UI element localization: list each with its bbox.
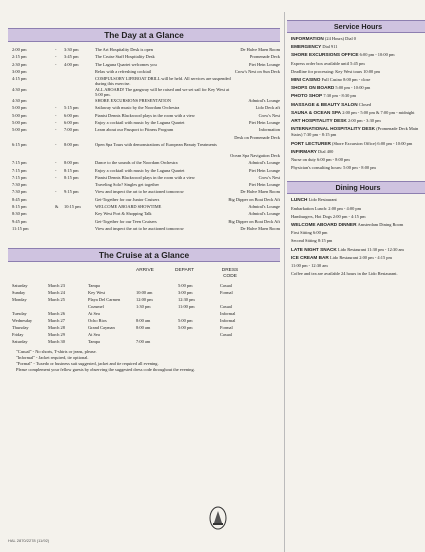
schedule-row <box>8 119 280 126</box>
dining-hours-heading: Dining Hours <box>287 181 425 194</box>
event-location: Admiral's Lounge <box>248 211 280 217</box>
arrive-header: ARRIVE <box>136 268 154 274</box>
dining-item <box>291 271 425 277</box>
service-item <box>291 69 425 75</box>
event-description: The Laguna Quartet welcomes you <box>95 61 157 67</box>
itinerary-row <box>8 338 280 345</box>
event-location: De Halve Maen Room <box>240 225 280 231</box>
event-location: Piet Hein Lounge <box>249 167 280 173</box>
service-hours-list <box>287 36 425 171</box>
itinerary-day: Sunday <box>12 290 26 296</box>
dining-item-hours: Lido Restaurant 2:00 pm - 4:15 pm <box>329 254 392 260</box>
itinerary-dress: Casual <box>220 283 232 289</box>
time-separator: - <box>55 54 57 60</box>
service-item-hours: Full Casino 8:00 pm - close <box>321 77 371 83</box>
schedule-row <box>8 218 280 225</box>
service-item <box>291 141 425 147</box>
event-description: Key West Port & Shopping Talk <box>95 211 152 217</box>
start-time: 2:15 pm <box>12 54 27 60</box>
event-location: Admiral's Lounge <box>248 204 280 210</box>
event-location: Crow's Nest <box>258 112 280 118</box>
time-separator: - <box>55 141 57 147</box>
itinerary-row <box>8 331 280 338</box>
itinerary-port: Cozumel <box>88 304 104 310</box>
end-time: 5:15 pm <box>64 105 79 111</box>
schedule-row <box>8 174 280 181</box>
itinerary-row <box>8 303 280 310</box>
dining-item <box>291 206 425 212</box>
end-time: 6:00 pm <box>64 120 79 126</box>
itinerary-depart: 11:00 pm <box>178 304 195 310</box>
service-item-hours: Physician's consulting hours: 5:00 pm - 8:00 pm <box>291 165 376 171</box>
itinerary-date: March 23 <box>48 283 65 289</box>
service-item <box>291 149 425 155</box>
itinerary-dress: Informal <box>220 311 236 317</box>
end-time: 8:00 pm <box>64 160 79 166</box>
start-time: 8:30 pm <box>12 211 27 217</box>
itinerary-port: Ocho Rios <box>88 318 107 324</box>
schedule-row <box>8 141 280 152</box>
schedule-row <box>8 53 280 60</box>
start-time: 4:30 pm <box>12 98 27 104</box>
service-item-hours: 7:30 pm - 8:30 pm <box>323 93 357 99</box>
dining-item <box>291 214 425 220</box>
start-time: 4:15 pm <box>12 76 27 82</box>
service-item-hours: Deadline for processing: Key West tours 10:00 pm <box>291 68 380 74</box>
event-location: Crow's Nest <box>258 174 280 180</box>
itinerary-port: At Sea <box>88 332 100 338</box>
event-location: De Halve Maen Room <box>240 47 280 52</box>
dining-item <box>291 238 425 244</box>
service-item <box>291 93 425 99</box>
start-time: 5:00 pm <box>12 120 27 126</box>
dining-item-hours: Lido Restaurant 11:30 pm - 12:30 am <box>337 246 404 252</box>
time-separator: - <box>55 120 57 126</box>
start-time: 11:15 pm <box>12 225 29 231</box>
dining-item <box>291 230 425 236</box>
time-separator: - <box>55 105 57 111</box>
service-item-hours: 2:00 pm - 5:00 pm & 7:00 pm - midnight <box>342 109 415 115</box>
service-item <box>291 36 425 42</box>
dining-item-hours: Lido Restaurant <box>308 197 337 203</box>
start-time: 7:15 pm <box>12 174 27 180</box>
itinerary-dress: Formal <box>220 325 233 331</box>
schedule-row <box>8 152 280 159</box>
service-item-title: SHOPS ON BOARD <box>291 85 335 91</box>
schedule-row <box>8 46 280 53</box>
time-separator: - <box>55 189 57 195</box>
itinerary-date: March 28 <box>48 325 65 331</box>
time-separator: - <box>55 61 57 67</box>
itinerary-date: March 29 <box>48 332 65 338</box>
service-item-hours: (Promenade Deck Main Stairs) 7:30 pm - 8:15 pm <box>291 126 419 138</box>
left-column <box>8 12 280 373</box>
itinerary-dress: Informal <box>220 318 236 324</box>
end-time: 8:00 pm <box>64 141 79 147</box>
end-time: 8:15 pm <box>64 174 79 180</box>
itinerary-day: Wednesday <box>12 318 33 324</box>
day-at-a-glance-heading: The Day at a Glance <box>8 28 280 42</box>
time-separator: - <box>55 167 57 173</box>
event-description: Dance to the sounds of the Noordam Orchestra <box>95 160 178 166</box>
itinerary-row <box>8 296 280 303</box>
event-location: De Halve Maen Room <box>240 189 280 195</box>
start-time: 3:00 pm <box>12 68 27 74</box>
schedule-row <box>8 68 280 75</box>
dress-code-note: "Casual" - No shorts, T-shirts or jeans, please. <box>16 349 97 355</box>
service-item <box>291 102 425 108</box>
service-item-title: SAUNA & OCEAN SPA <box>291 109 342 115</box>
end-time: 3:45 pm <box>64 54 79 60</box>
service-item-title: INFORMATION <box>291 36 324 41</box>
dining-hours-list <box>287 197 425 277</box>
event-description: View and inspect the art to be auctioned tomorrow <box>95 225 184 231</box>
itinerary-depart: 12:30 pm <box>178 297 195 303</box>
service-item-title: PORT LECTURER <box>291 140 331 146</box>
service-item-hours: 5:00 pm - 10:00 pm <box>335 85 371 91</box>
itinerary-port: Key West <box>88 290 106 296</box>
event-description: Enjoy a cocktail with music by the Laguna Quartet <box>95 120 185 126</box>
start-time: 6:15 pm <box>12 141 27 147</box>
start-time: 2:30 pm <box>12 61 27 67</box>
start-time: 5:00 pm <box>12 105 27 111</box>
service-item <box>291 118 425 124</box>
schedule-row <box>8 61 280 68</box>
itinerary-depart: 5:00 pm <box>178 283 193 289</box>
itinerary-arrive: 7:00 am <box>136 339 151 345</box>
dining-item-title: LUNCH <box>291 197 308 203</box>
program-page <box>8 12 418 540</box>
dress-code-note: Please complement your fellow guests by observing the suggested dress code throughout the evening. <box>16 367 195 373</box>
dress-code-notes <box>8 349 280 373</box>
dress-code-header: DRESS CODE <box>221 268 239 280</box>
event-description: ALL ABOARD! The gangway will be raised and we set sail for Key West at 5:00 pm. <box>95 87 230 98</box>
right-column <box>287 20 425 279</box>
itinerary-day: Monday <box>12 297 27 303</box>
event-location: Piet Hein Lounge <box>249 120 280 126</box>
itinerary-dress: Casual <box>220 304 232 310</box>
event-description: WELCOME ABOARD SHOWTIME <box>95 204 162 210</box>
service-item <box>291 85 425 91</box>
event-location: Promenade Deck <box>249 54 280 60</box>
service-item-hours: (Shore Excursion Office) 6:00 pm - 10:00 pm <box>332 140 413 146</box>
service-item <box>291 126 425 138</box>
service-item-title: ART HOSPITALITY DESK <box>291 118 347 124</box>
schedule-row <box>8 134 280 141</box>
start-time: 5:00 pm <box>12 127 27 133</box>
itinerary-dress: Casual <box>220 332 232 338</box>
form-number: HAL 2870/2278 (11/92) <box>8 538 50 543</box>
dining-item-hours: Embarkation Lunch: 2:00 pm - 4:00 pm <box>291 205 361 211</box>
itinerary-port: Tampa <box>88 283 100 289</box>
event-location: Piet Hein Lounge <box>249 182 280 188</box>
itinerary-arrive: 10:00 am <box>136 290 153 296</box>
event-description: Learn about our Passport to Fitness Program <box>95 127 174 133</box>
time-separator: - <box>55 174 57 180</box>
event-location: Information <box>259 127 280 133</box>
schedule-row <box>8 159 280 166</box>
event-description: The Art Hospitality Desk is open <box>95 47 153 52</box>
itinerary-arrive: 1:30 pm <box>136 304 151 310</box>
itinerary-day: Tuesday <box>12 311 27 317</box>
service-item-title: INFIRMARY <box>291 148 317 154</box>
itinerary-port: Grand Cayman <box>88 325 115 331</box>
schedule-row <box>8 188 280 195</box>
event-description: Pianist Dennis Blackwood plays in the room with a view <box>95 112 195 118</box>
itinerary-arrive: 12:00 pm <box>136 297 153 303</box>
itinerary-depart: 5:00 pm <box>178 325 193 331</box>
service-item-hours: Nurse on duty 6:00 pm - 8:00 pm <box>291 157 350 163</box>
service-item-title: PHOTO SHOP <box>291 93 323 99</box>
service-item-title: EMERGENCY <box>291 44 322 50</box>
cruise-at-a-glance-heading: The Cruise at a Glance <box>8 248 280 262</box>
time-separator: - <box>55 160 57 166</box>
itinerary-date: March 24 <box>48 290 65 296</box>
time-separator: - <box>55 127 57 133</box>
schedule-row <box>8 203 280 210</box>
end-time: 6:00 pm <box>64 112 79 118</box>
itinerary-date: March 25 <box>48 297 65 303</box>
dress-code-note: "Informal" - Jacket required, tie optional. <box>16 355 89 361</box>
schedule-row <box>8 167 280 174</box>
schedule-row <box>8 210 280 217</box>
service-item <box>291 110 425 116</box>
dining-item <box>291 247 425 253</box>
itinerary-row <box>8 324 280 331</box>
dining-item-hours: 11:00 pm - 12:30 am <box>291 263 328 269</box>
service-item <box>291 157 425 163</box>
service-item <box>291 61 425 67</box>
dining-item <box>291 197 425 203</box>
itinerary-depart: 3:00 pm <box>178 290 193 296</box>
event-description: The Cruise Staff Hospitality Desk <box>95 54 155 60</box>
service-item <box>291 77 425 83</box>
service-item <box>291 44 425 50</box>
itinerary-date: March 27 <box>48 318 65 324</box>
schedule-row <box>8 112 280 119</box>
itinerary-dress: Formal <box>220 290 233 296</box>
time-separator: & <box>55 204 59 210</box>
start-time: 7:15 pm <box>12 160 27 166</box>
dining-item-title: WELCOME ABOARD DINNER <box>291 222 357 228</box>
itinerary-row <box>8 289 280 296</box>
event-description: Get-Together for our Teen Cruisers <box>95 218 157 224</box>
schedule-row <box>8 196 280 203</box>
service-item-title: MASSAGE & BEAUTY SALON <box>291 101 358 107</box>
dining-item-hours: Second Sitting 8:15 pm <box>291 238 333 244</box>
dining-item-hours: Hamburgers, Hot Dogs 2:00 pm - 4:15 pm <box>291 213 366 219</box>
end-time: 10:15 pm <box>64 204 81 210</box>
event-location: Crow's Nest on Sun Deck <box>234 68 280 74</box>
event-description: View and inspect the art to be auctioned tomorrow <box>95 189 184 195</box>
itinerary-date: March 26 <box>48 311 65 317</box>
dining-item-title: LATE NIGHT SNACK <box>291 246 337 252</box>
schedule-row <box>8 181 280 188</box>
dining-item-title: ICE CREAM BAR <box>291 254 329 260</box>
schedule-row <box>8 97 280 104</box>
dining-item <box>291 222 425 228</box>
itinerary-port: Playa Del Carmen <box>88 297 121 303</box>
end-time: 7:00 pm <box>64 127 79 133</box>
service-item <box>291 52 425 58</box>
start-time: 2:00 pm <box>12 47 27 52</box>
end-time: 4:00 pm <box>64 61 79 67</box>
time-separator: - <box>55 112 57 118</box>
itinerary-port: At Sea <box>88 311 100 317</box>
event-description: Traveling Solo? Singles get together <box>95 182 159 188</box>
itinerary-arrive: 8:00 am <box>136 325 151 331</box>
itinerary-port: Tampa <box>88 339 100 345</box>
itinerary-row <box>8 317 280 324</box>
glance-header-row <box>8 266 280 282</box>
event-description: COMPULSORY LIFEBOAT DRILL will be held. All services are suspended during this exercise. <box>95 76 231 87</box>
itinerary-row <box>8 310 280 317</box>
event-description: Enjoy a cocktail with music by the Laguna Quartet <box>95 167 185 173</box>
schedule-row <box>8 104 280 111</box>
event-location: Desk on Promenade Deck <box>234 134 280 140</box>
start-time: 7:30 pm <box>12 182 27 188</box>
start-time: 8:15 pm <box>12 204 27 210</box>
itinerary-day: Thursday <box>12 325 29 331</box>
event-location: Lido Deck aft <box>255 105 280 111</box>
event-description: Pianist Dennis Blackwood plays in the room with a view <box>95 174 195 180</box>
start-time: 8:45 pm <box>12 196 27 202</box>
start-time: 9:45 pm <box>12 218 27 224</box>
service-item-title: SHORE EXCURSIONS OFFICE <box>291 52 359 58</box>
start-time: 7:30 pm <box>12 189 27 195</box>
start-time: 7:15 pm <box>12 167 27 173</box>
schedule-row <box>8 225 280 232</box>
service-item-hours: 2:00 pm - 3:30 pm <box>348 118 381 124</box>
event-description: Open Spa Tours with demonstrations of European Beauty Treatments <box>95 141 217 147</box>
event-description: Relax with a refreshing cocktail <box>95 68 152 74</box>
end-time: 3:30 pm <box>64 47 79 52</box>
service-item-hours: Dial 911 <box>322 44 338 50</box>
itinerary-date: March 30 <box>48 339 65 345</box>
start-time: 5:00 pm <box>12 112 27 118</box>
schedule-row <box>8 75 280 86</box>
service-item-hours: Closed <box>358 101 371 107</box>
dining-item-hours: First Sitting 6:00 pm <box>291 230 328 236</box>
schedule-list <box>8 46 280 232</box>
itinerary-arrive: 8:00 am <box>136 318 151 324</box>
end-time: 9:15 pm <box>64 189 79 195</box>
event-location: Ocean Spa Navigation Deck <box>230 152 280 158</box>
event-location: Big Dipper on Boat Deck Aft <box>228 196 280 202</box>
dining-item-hours: Amsterdam Dining Room <box>357 222 404 228</box>
service-item-hours: (24 Hours) Dial 0 <box>324 36 357 41</box>
start-time: 4:30 pm <box>12 87 27 93</box>
end-time: 8:15 pm <box>64 167 79 173</box>
service-item-title: INTERNATIONAL HOSPITALITY DESK <box>291 126 376 132</box>
itinerary-day: Saturday <box>12 283 28 289</box>
schedule-row <box>8 126 280 133</box>
event-description: Sailaway with music by the Noordam Orchestra <box>95 105 180 111</box>
itinerary-day: Friday <box>12 332 24 338</box>
service-hours-heading: Service Hours <box>287 20 425 33</box>
itinerary-depart: 5:00 pm <box>178 318 193 324</box>
event-location: Big Dipper on Boat Deck Aft <box>228 218 280 224</box>
event-location: Piet Hein Lounge <box>249 61 280 67</box>
service-item-hours: Dial 400 <box>318 148 334 154</box>
itinerary-day: Saturday <box>12 339 28 345</box>
service-item <box>291 165 425 171</box>
itinerary-row <box>8 282 280 289</box>
column-divider <box>284 12 285 552</box>
time-separator: - <box>55 47 57 52</box>
dining-item-hours: Coffee and tea are available 24 hours in the Lido Restaurant. <box>291 271 398 277</box>
event-location: Admiral's Lounge <box>248 160 280 166</box>
cruise-itinerary-table <box>8 282 280 345</box>
event-location: Admiral's Lounge <box>248 98 280 104</box>
dress-code-note: "Formal" - Tuxedo or business suit suggested, jacket and tie required all evening. <box>16 361 159 367</box>
service-item-hours: 6:00 pm - 10:00 pm <box>359 52 395 58</box>
service-item-title: MINI CASINO <box>291 77 321 83</box>
dining-item <box>291 263 425 269</box>
event-description: Get-Together for our Junior Cruisers <box>95 196 160 202</box>
depart-header: DEPART <box>175 268 195 274</box>
event-description: SHORE EXCURSIONS PRESENTATION <box>95 98 172 104</box>
schedule-row <box>8 86 280 97</box>
ship-crest-logo-icon <box>208 505 228 531</box>
service-item-hours: Express order box available until 5:45 pm <box>291 60 365 66</box>
dining-item <box>291 255 425 261</box>
